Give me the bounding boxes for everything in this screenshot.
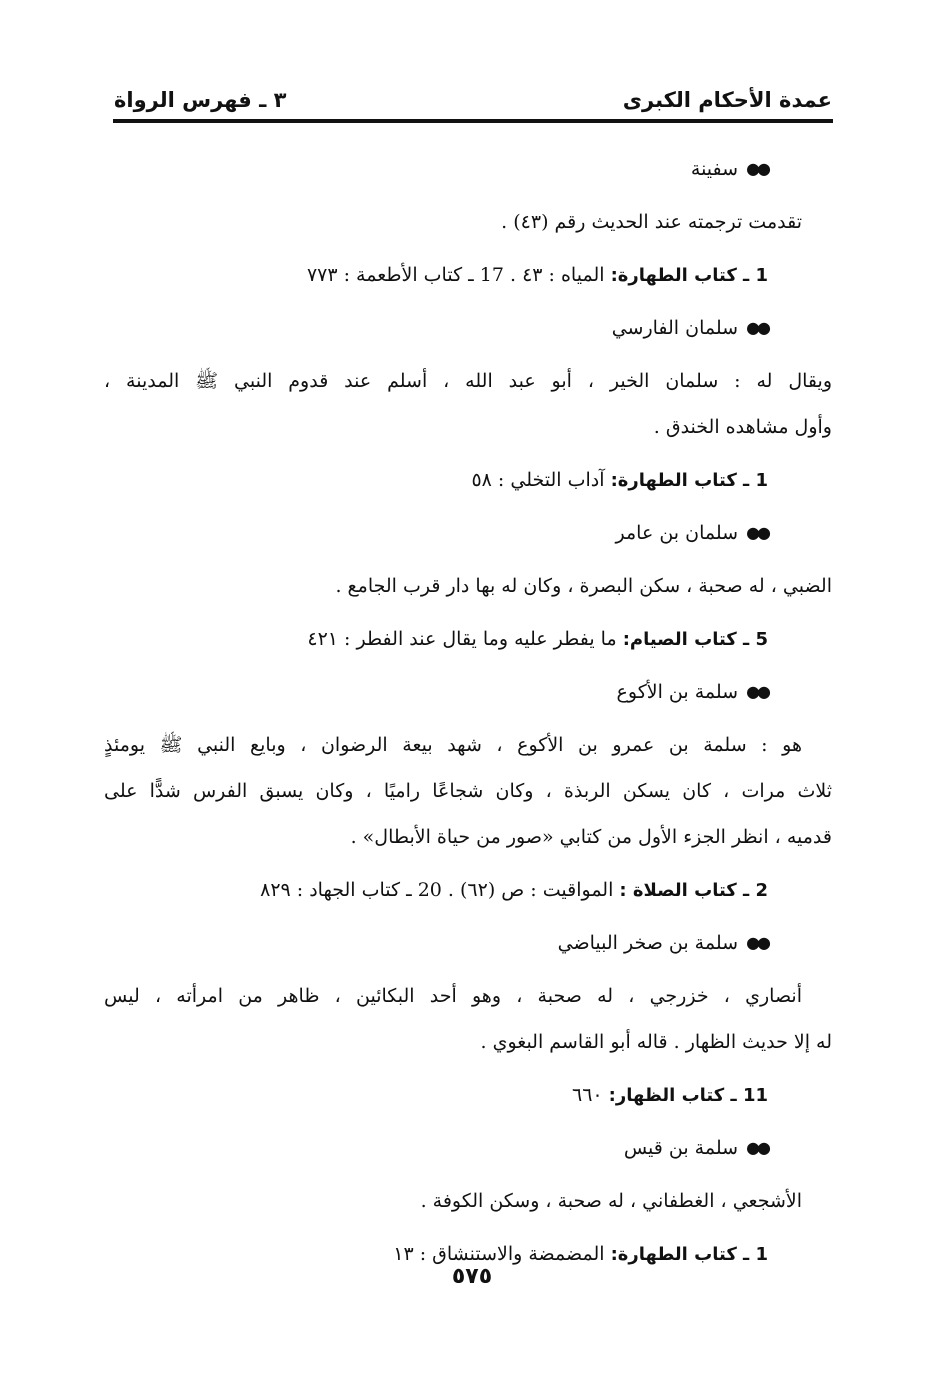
bullet-icon: ●●	[746, 318, 768, 337]
header-rule	[113, 119, 833, 123]
narrator-name-text: سلمة بن الأكوع	[616, 681, 739, 703]
narrator-name	[104, 305, 832, 351]
narrator-name-text: سفينة	[690, 158, 739, 180]
reference-text: المضمضة والاستنشاق : ١٣	[393, 1243, 605, 1265]
bio-line: الأشجعي ، الغطفاني ، له صحبة ، وسكن الكوفة .	[420, 1190, 802, 1212]
bio-line: هو : سلمة بن عمرو بن الأكوع ، شهد بيعة الرضوان ، وبايع النبي ﷺ يومئذٍ	[104, 734, 802, 756]
hadith-reference	[104, 1072, 832, 1118]
bio-line: له إلا حديث الظهار . قاله أبو القاسم البغوي .	[480, 1031, 832, 1053]
reference-book: 2 ـ كتاب الصلاة :	[619, 880, 768, 901]
narrator-name-text: سلمان بن عامر	[615, 522, 739, 544]
narrator-name	[104, 510, 832, 556]
bullet-icon: ●●	[746, 682, 768, 701]
reference-book: 11 ـ كتاب الظهار:	[608, 1085, 768, 1106]
reference-book: 1 ـ كتاب الطهارة:	[610, 1244, 768, 1265]
narrator-name	[104, 1125, 832, 1171]
bio-line: الضبي ، له صحبة ، سكن البصرة ، وكان له بها دار قرب الجامع .	[335, 575, 832, 597]
page-number: ٥٧٥	[451, 1264, 493, 1289]
narrator-name	[104, 146, 832, 192]
reference-text: المواقيت : ص (٦٢) . 20 ـ كتاب الجهاد : ٨٢٩	[260, 879, 614, 901]
narrator-name-text: سلمة بن قيس	[623, 1137, 739, 1159]
reference-text: المياه : ٤٣ . 17 ـ كتاب الأطعمة : ٧٧٣	[306, 264, 605, 286]
hadith-reference	[104, 457, 832, 503]
bio-line: ثلاث مرات ، كان يسكن الربذة ، وكان شجاعًا راميًا ، وكان يسبق الفرس شدًّا على	[104, 780, 832, 802]
reference-book: 1 ـ كتاب الطهارة:	[610, 470, 768, 491]
bio-line: أنصاري ، خزرجي ، له صحبة ، وهو أحد البكائين ، ظاهر من امرأته ، ليس	[104, 985, 802, 1007]
section-title: ٣ ـ فهرس الرواة	[114, 88, 287, 112]
bio-line: تقدمت ترجمته عند الحديث رقم (٤٣) .	[501, 211, 802, 233]
narrator-name-text: سلمان الفارسي	[611, 317, 739, 339]
narrator-name	[104, 920, 832, 966]
reference-book: 5 ـ كتاب الصيام:	[622, 629, 768, 650]
reference-text: ٦٦٠	[571, 1084, 603, 1106]
bullet-icon: ●●	[746, 159, 768, 178]
narrator-name	[104, 669, 832, 715]
hadith-reference	[104, 252, 832, 298]
hadith-reference	[104, 867, 832, 913]
bullet-icon: ●●	[746, 1138, 768, 1157]
reference-text: ما يفطر عليه وما يقال عند الفطر : ٤٢١	[307, 628, 617, 650]
book-title: عمدة الأحكام الكبرى	[622, 88, 832, 112]
bullet-icon: ●●	[746, 523, 768, 542]
narrators-index	[104, 146, 832, 1284]
bio-line: قدميه ، انظر الجزء الأول من كتابي «صور من حياة الأبطال» .	[350, 826, 832, 848]
bio-line: ويقال له : سلمان الخير ، أبو عبد الله ، أسلم عند قدوم النبي ﷺ المدينة ،	[104, 370, 832, 392]
hadith-reference	[104, 616, 832, 662]
reference-book: 1 ـ كتاب الطهارة:	[610, 265, 768, 286]
narrator-name-text: سلمة بن صخر البياضي	[557, 932, 739, 954]
page-header	[114, 86, 832, 116]
bullet-icon: ●●	[746, 933, 768, 952]
reference-text: آداب التخلي : ٥٨	[471, 469, 605, 491]
bio-line: وأول مشاهده الخندق .	[653, 416, 832, 438]
